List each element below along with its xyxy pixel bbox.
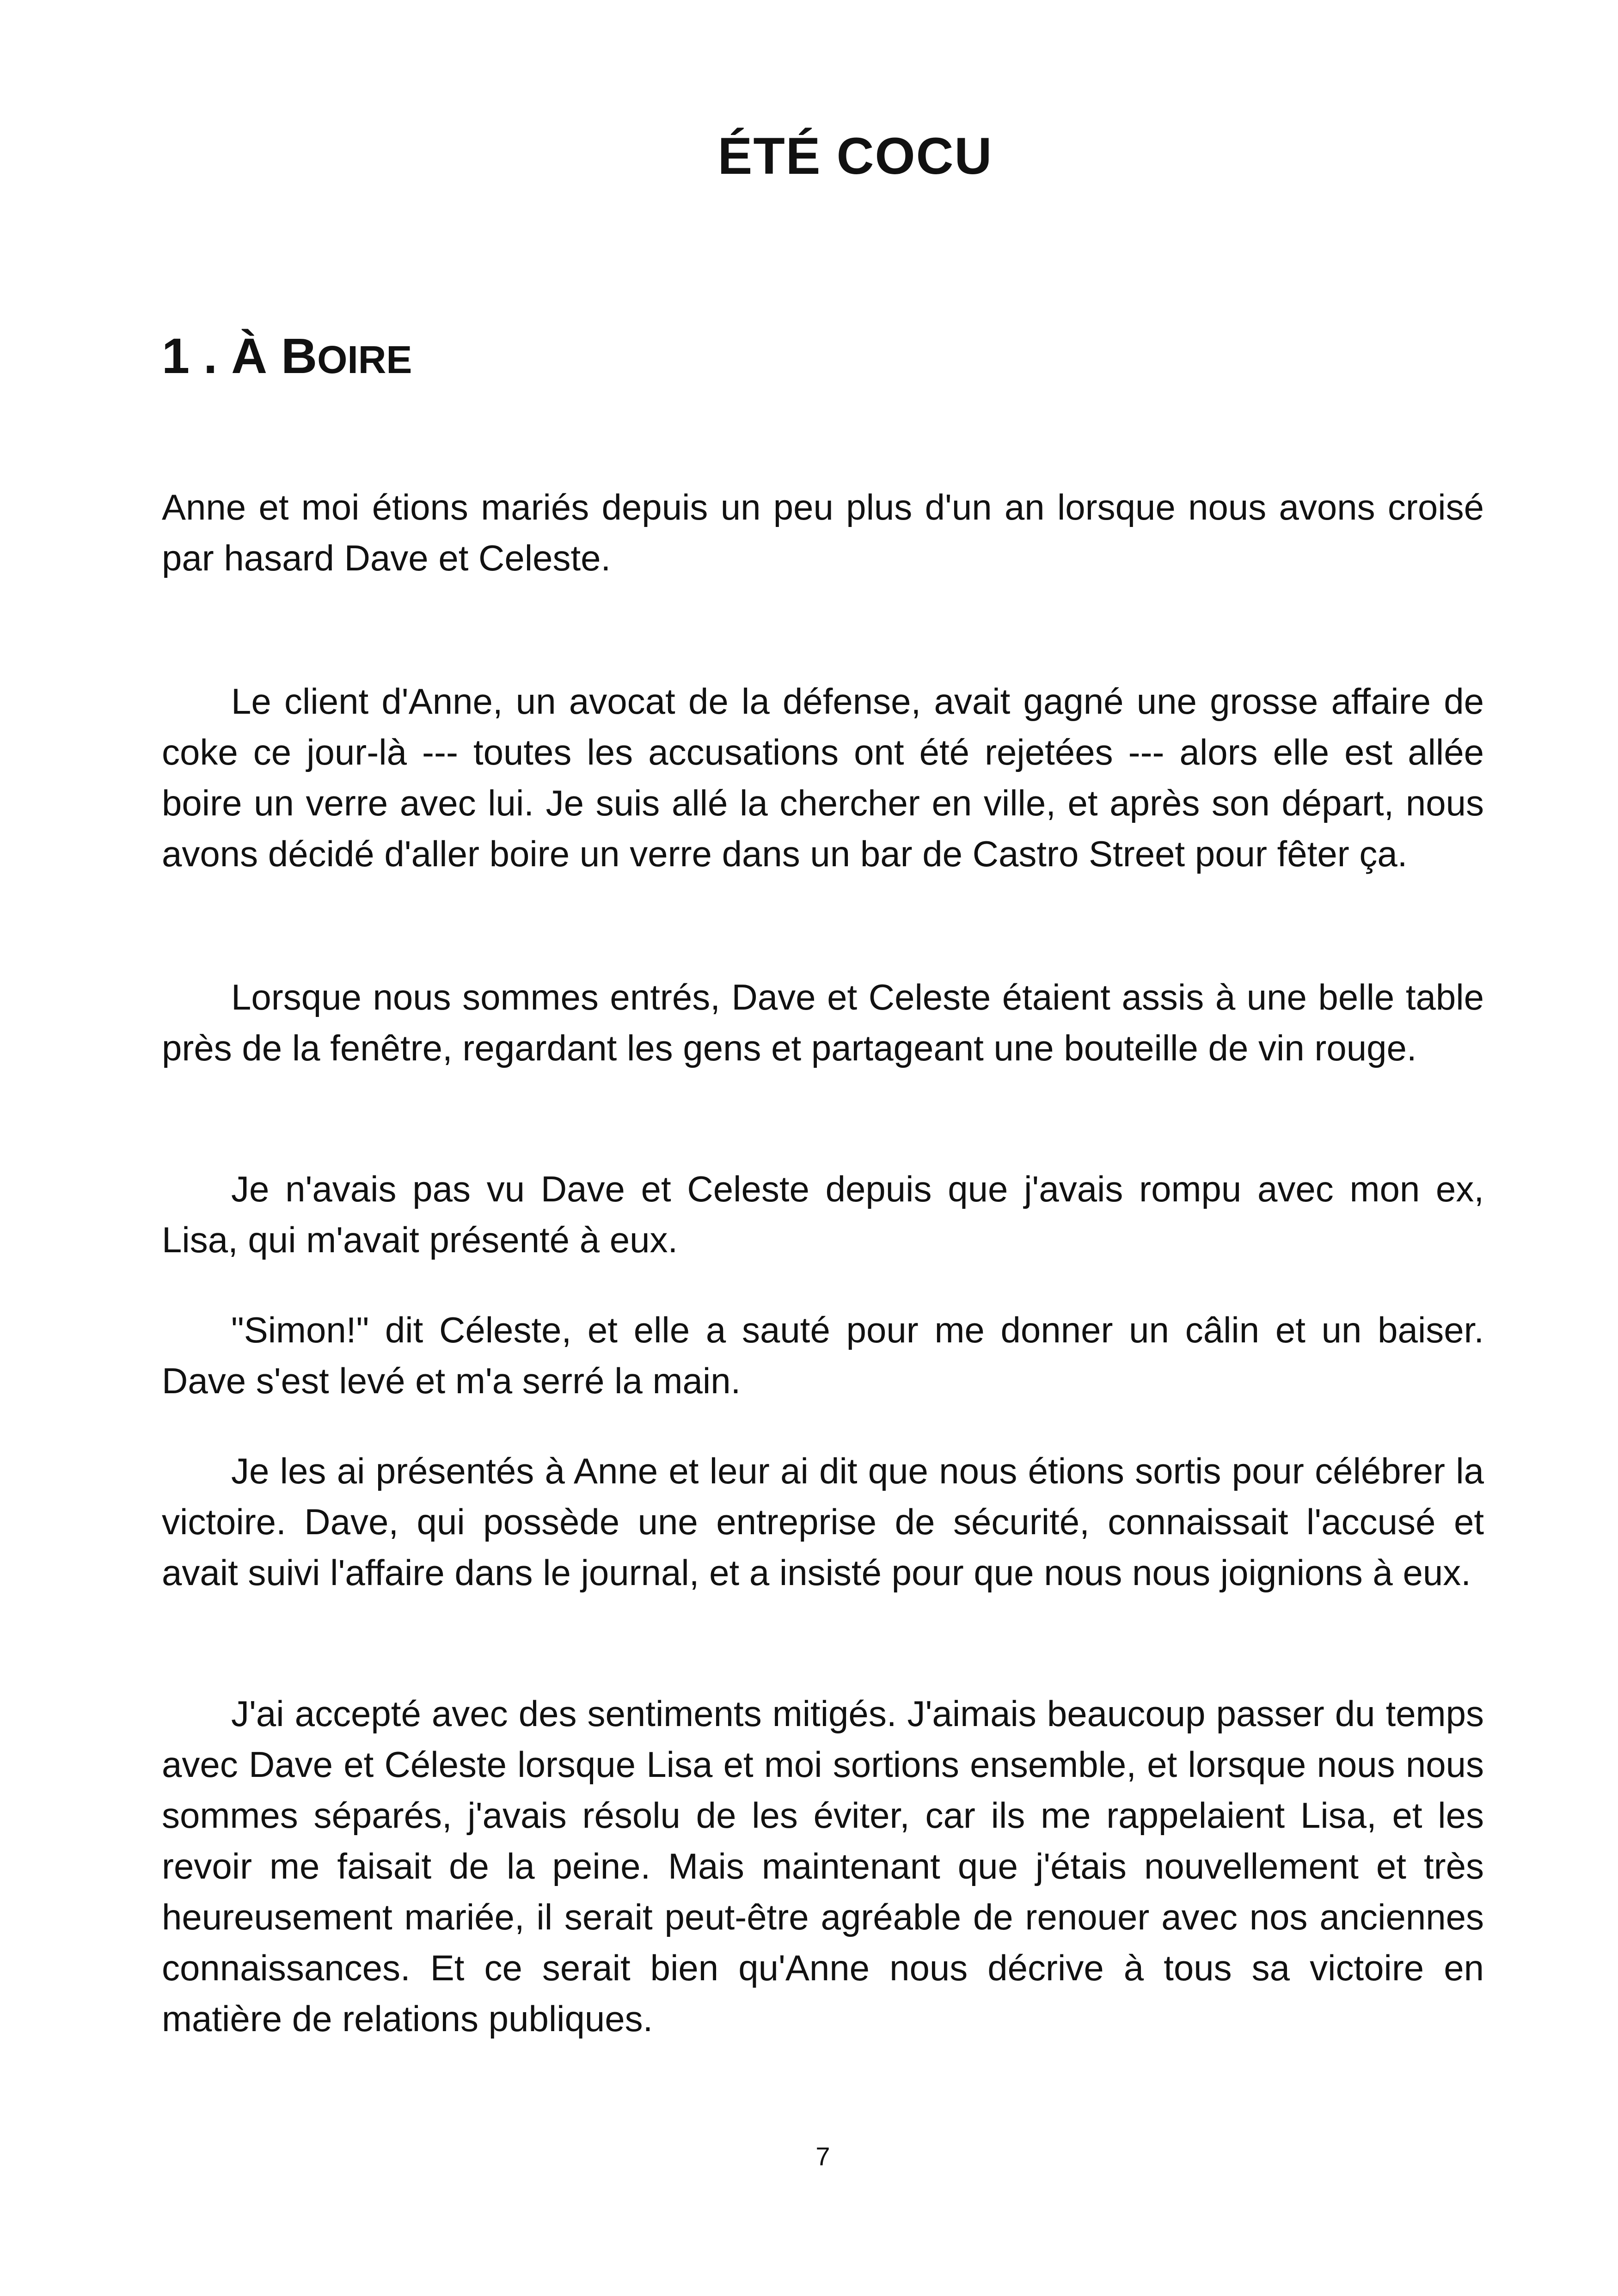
- chapter-title-rest: OIRE: [317, 338, 412, 381]
- chapter-title-initial: À B: [231, 328, 318, 384]
- paragraph: Le client d'Anne, un avocat de la défense, avait gagné une grosse affaire de coke ce jour-là --- toutes les accusations ont été rejetées --- alors elle est allée boire un verre avec lui. Je suis allé la chercher en ville, et après son départ, nous avons décidé d'aller boire un verre dans un bar de Castro Street pour fêter ça.: [162, 681, 1484, 874]
- page-number: 7: [815, 2142, 830, 2171]
- book-title: ÉTÉ COCU: [717, 127, 993, 185]
- paragraph: "Simon!" dit Céleste, et elle a sauté pour me donner un câlin et un baiser. Dave s'est levé et m'a serré la main.: [162, 1310, 1484, 1401]
- chapter-number: 1 .: [162, 328, 218, 384]
- paragraph: J'ai accepté avec des sentiments mitigés. J'aimais beaucoup passer du temps avec Dave et Céleste lorsque Lisa et moi sortions ensemble, et lorsque nous nous sommes séparés, j'avais résolu de les éviter, car ils me rappelaient Lisa, et les revoir me faisait de la peine. Mais maintenant que j'étais nouvellement et très heureusement mariée, il serait peut-être agréable de renouer avec nos anciennes connaissances. Et ce serait bien qu'Anne nous décrive à tous sa victoire en matière de relations publiques.: [162, 1693, 1484, 2039]
- paragraph: Je n'avais pas vu Dave et Celeste depuis que j'avais rompu avec mon ex, Lisa, qui m'avait présenté à eux.: [162, 1169, 1484, 1260]
- chapter-heading: [162, 324, 412, 392]
- paragraph: Lorsque nous sommes entrés, Dave et Celeste étaient assis à une belle table près de la fenêtre, regardant les gens et partageant une bouteille de vin rouge.: [162, 977, 1484, 1068]
- paragraph: Je les ai présentés à Anne et leur ai dit que nous étions sortis pour célébrer la victoire. Dave, qui possède une entreprise de sécurité, connaissait l'accusé et avait suivi l'affaire dans le journal, et a insisté pour que nous nous joignions à eux.: [162, 1451, 1484, 1593]
- paragraph-intro: Anne et moi étions mariés depuis un peu plus d'un an lorsque nous avons croisé par hasard Dave et Celeste.: [162, 487, 1484, 578]
